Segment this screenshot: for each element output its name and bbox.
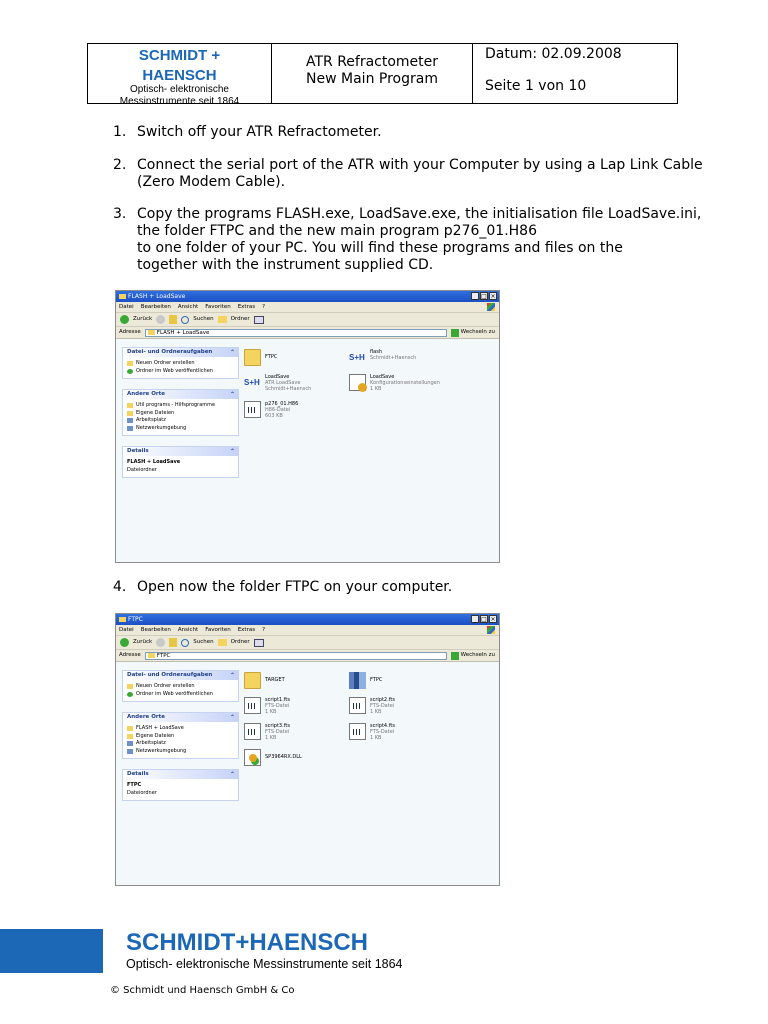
- collapse-icon[interactable]: ⌃: [229, 391, 235, 398]
- details-box: [122, 769, 239, 801]
- step-line: (Zero Modem Cable).: [137, 174, 286, 190]
- place-label: FLASH + LoadSave: [136, 725, 184, 731]
- maximize-button[interactable]: □: [481, 293, 487, 300]
- menu-favoriten[interactable]: Favoriten: [205, 304, 231, 310]
- tasks-title: Datei- und Ordneraufgaben: [127, 672, 213, 678]
- up-folder-icon[interactable]: [169, 638, 177, 647]
- place-item[interactable]: [127, 748, 234, 756]
- place-label: Util programs - Hilfsprogramme: [136, 402, 216, 408]
- menu-help[interactable]: ?: [262, 627, 265, 633]
- menu-datei[interactable]: Datei: [119, 627, 134, 633]
- go-arrow-icon: [451, 652, 459, 660]
- place-item[interactable]: [127, 725, 234, 733]
- sh-logo-icon: S+H: [244, 378, 260, 387]
- header-brand-line2: HAENSCH: [142, 67, 217, 84]
- collapse-icon[interactable]: ⌃: [229, 672, 235, 679]
- folder-icon: [119, 617, 126, 622]
- place-label: Netzwerkumgebung: [136, 747, 187, 754]
- address-bar: [116, 650, 499, 662]
- task-label: Ordner im Web veröffentlichen: [136, 367, 213, 374]
- step-number: 3.: [113, 206, 127, 222]
- place-item[interactable]: [127, 417, 234, 425]
- footer-color-bar: [0, 929, 103, 973]
- window-title: FLASH + LoadSave: [128, 293, 186, 300]
- place-item[interactable]: [127, 402, 234, 410]
- file-type: FTS-Datei: [265, 729, 290, 735]
- place-label: Netzwerkumgebung: [136, 424, 187, 431]
- file-size: 1 KB: [370, 735, 382, 741]
- footer-brand: SCHMIDT+HAENSCH: [126, 929, 369, 956]
- menu-ansicht[interactable]: Ansicht: [177, 627, 199, 633]
- place-item[interactable]: [127, 410, 234, 418]
- menu-ansicht[interactable]: Ansicht: [177, 304, 199, 310]
- close-button[interactable]: ×: [490, 293, 496, 300]
- file-size: 1 KB: [370, 386, 382, 392]
- step-line: Copy the programs FLASH.exe, LoadSave.exe, the initialisation file LoadSave.ini,: [137, 206, 702, 222]
- address-value: FLASH + LoadSave: [156, 329, 210, 336]
- place-item[interactable]: [127, 733, 234, 741]
- file-size: Schmidt+Haensch: [265, 386, 312, 392]
- file-name: SP3964RX.DLL: [265, 754, 302, 760]
- header-brand-line1: SCHMIDT +: [138, 47, 221, 64]
- folder-icon: [119, 294, 126, 299]
- place-item[interactable]: [127, 425, 234, 433]
- folder-icon: [148, 653, 155, 658]
- header-meta-cell: [473, 44, 677, 103]
- task-item[interactable]: [127, 368, 234, 376]
- new-folder-icon: [127, 684, 133, 689]
- file-item[interactable]: [349, 349, 454, 373]
- forward-icon[interactable]: [156, 638, 165, 647]
- place-item[interactable]: [127, 740, 234, 748]
- place-label: Arbeitsplatz: [136, 740, 166, 746]
- window-title: FTPC: [128, 616, 143, 623]
- task-pane: [122, 670, 239, 811]
- step-number: 1.: [113, 124, 127, 140]
- step-number: 2.: [113, 157, 127, 173]
- places-header[interactable]: [123, 713, 238, 722]
- tasks-title: Datei- und Ordneraufgaben: [127, 349, 213, 355]
- step-text: [137, 157, 703, 191]
- header-logo-cell: [88, 44, 272, 107]
- menu-bar: [116, 625, 499, 636]
- window-titlebar[interactable]: [116, 291, 499, 302]
- step-line: the folder FTPC and the new main program p276_01.H86: [137, 223, 537, 239]
- views-icon[interactable]: [254, 639, 264, 647]
- header-title-line2: New Main Program: [306, 71, 438, 87]
- task-item[interactable]: [127, 683, 234, 691]
- task-label: Neuen Ordner erstellen: [136, 683, 195, 689]
- step-line: to one folder of your PC. You will find these programs and files on the: [137, 240, 623, 256]
- menu-favoriten[interactable]: Favoriten: [205, 627, 231, 633]
- back-button-label[interactable]: Zurück: [133, 639, 153, 645]
- details-title: Details: [127, 448, 149, 454]
- file-item[interactable]: [244, 374, 349, 398]
- details-header[interactable]: [123, 770, 238, 779]
- details-name: FLASH + LoadSave: [127, 459, 181, 465]
- h86-file-icon: [244, 401, 261, 418]
- menu-extras[interactable]: Extras: [237, 304, 256, 310]
- footer-tagline: Optisch- elektronische Messinstrumente seit 1864: [126, 957, 403, 971]
- folder-icon: [127, 734, 133, 739]
- file-item[interactable]: [244, 401, 349, 425]
- tasks-header[interactable]: [123, 671, 238, 680]
- config-file-icon: [349, 374, 366, 391]
- network-icon: [127, 749, 133, 754]
- address-input[interactable]: [145, 652, 447, 660]
- file-item[interactable]: [244, 672, 349, 696]
- details-type: Dateiordner: [127, 466, 157, 473]
- file-list: [244, 347, 495, 562]
- file-type: FTS-Datei: [370, 729, 395, 735]
- ftpc-app-icon: [349, 672, 366, 689]
- file-size: 1 KB: [265, 735, 277, 741]
- back-button-label[interactable]: Zurück: [133, 316, 153, 322]
- menu-extras[interactable]: Extras: [237, 627, 256, 633]
- menu-datei[interactable]: Datei: [119, 304, 134, 310]
- file-name: script3.fts: [265, 723, 290, 729]
- address-input[interactable]: [145, 329, 447, 337]
- header-title-line1: ATR Refractometer: [305, 54, 439, 70]
- toolbar: [116, 636, 499, 650]
- file-type: FTS-Datei: [370, 703, 395, 709]
- explorer-window-ftpc: [115, 613, 500, 886]
- details-type: Dateiordner: [127, 789, 157, 796]
- folders-icon[interactable]: [218, 639, 227, 646]
- file-name: script1.fts: [265, 697, 290, 703]
- file-type: Schmidt+Haensch: [370, 355, 417, 361]
- file-type: ATR LoadSave: [265, 380, 301, 386]
- close-button[interactable]: ×: [490, 616, 496, 623]
- tasks-box: [122, 347, 239, 379]
- folder-icon: [244, 349, 261, 366]
- network-icon: [127, 426, 133, 431]
- footer-copyright: © Schmidt und Haensch GmbH & Co: [110, 985, 295, 996]
- file-name: script4.fts: [370, 723, 395, 729]
- collapse-icon[interactable]: ⌃: [229, 448, 235, 455]
- file-type: Konfigurationseinstellungen: [370, 380, 440, 386]
- folder-icon: [127, 726, 133, 731]
- folders-button-label[interactable]: Ordner: [230, 316, 250, 322]
- folder-icon: [148, 330, 155, 335]
- file-name: p276_01.H86: [265, 401, 299, 407]
- folder-icon: [127, 411, 133, 416]
- back-icon[interactable]: [120, 315, 129, 324]
- file-item[interactable]: [349, 723, 454, 747]
- web-publish-icon: [127, 369, 133, 374]
- step-line: Switch off your ATR Refractometer.: [137, 124, 382, 140]
- tasks-box: [122, 670, 239, 702]
- tasks-header[interactable]: [123, 348, 238, 357]
- task-item[interactable]: [127, 360, 234, 368]
- computer-icon: [127, 741, 133, 746]
- file-name: flash: [370, 349, 382, 355]
- file-name: LoadSave: [265, 374, 290, 380]
- collapse-icon[interactable]: ⌃: [229, 771, 235, 778]
- file-list: [244, 670, 495, 885]
- collapse-icon[interactable]: ⌃: [229, 349, 235, 356]
- menu-bearbeiten[interactable]: Bearbeiten: [140, 627, 171, 633]
- collapse-icon[interactable]: ⌃: [229, 714, 235, 721]
- task-label: Ordner im Web veröffentlichen: [136, 690, 213, 697]
- places-box: [122, 712, 239, 759]
- window-titlebar[interactable]: [116, 614, 499, 625]
- file-type: FTS-Datei: [265, 703, 290, 709]
- step-text: [137, 206, 702, 274]
- fts-file-icon: [349, 697, 366, 714]
- search-icon[interactable]: [181, 316, 189, 324]
- explorer-content: [116, 339, 499, 562]
- up-folder-icon[interactable]: [169, 315, 177, 324]
- details-header[interactable]: [123, 447, 238, 456]
- maximize-button[interactable]: □: [481, 616, 487, 623]
- step-line: Connect the serial port of the ATR with your Computer by using a Lap Link Cable: [137, 157, 703, 173]
- fts-file-icon: [349, 723, 366, 740]
- address-label: Adresse: [119, 329, 141, 335]
- views-icon[interactable]: [254, 316, 264, 324]
- place-label: Eigene Dateien: [136, 732, 175, 739]
- toolbar: [116, 313, 499, 327]
- details-box: [122, 446, 239, 478]
- step-text: [137, 579, 697, 596]
- header-page: Seite 1 von 10: [485, 78, 587, 94]
- file-item[interactable]: [349, 672, 454, 696]
- file-item[interactable]: [244, 349, 349, 373]
- file-item[interactable]: [244, 697, 349, 721]
- places-title: Andere Orte: [127, 391, 165, 397]
- explorer-window-flash-loadsave: [115, 290, 500, 563]
- task-label: Neuen Ordner erstellen: [136, 360, 195, 366]
- file-name: FTPC: [370, 677, 383, 683]
- new-folder-icon: [127, 361, 133, 366]
- header-tagline-line2: Messinstrumente seit 1864: [119, 96, 240, 107]
- search-icon[interactable]: [181, 639, 189, 647]
- address-value: FTPC: [156, 652, 171, 659]
- file-name: script2.fts: [370, 697, 395, 703]
- header-date: Datum: 02.09.2008: [485, 46, 622, 62]
- step-line: together with the instrument supplied CD.: [137, 257, 434, 273]
- file-item[interactable]: [244, 723, 349, 747]
- menu-bar: [116, 302, 499, 313]
- details-name: FTPC: [127, 782, 142, 788]
- folder-icon: [127, 403, 133, 408]
- sh-logo-icon: S+H: [349, 353, 365, 362]
- step-number: 4.: [113, 579, 127, 595]
- file-item[interactable]: [349, 374, 454, 398]
- file-item[interactable]: [244, 749, 349, 773]
- menu-bearbeiten[interactable]: Bearbeiten: [140, 304, 171, 310]
- task-pane: [122, 347, 239, 488]
- file-name: FTPC: [265, 354, 278, 360]
- address-label: Adresse: [119, 652, 141, 658]
- file-name: LoadSave: [370, 374, 395, 380]
- places-box: [122, 389, 239, 436]
- go-button[interactable]: [451, 327, 495, 338]
- computer-icon: [127, 418, 133, 423]
- folders-icon[interactable]: [218, 316, 227, 323]
- file-size: 1 KB: [265, 709, 277, 715]
- fts-file-icon: [244, 697, 261, 714]
- details-title: Details: [127, 771, 149, 777]
- step-text: [137, 124, 697, 141]
- place-label: Eigene Dateien: [136, 409, 175, 416]
- place-label: Arbeitsplatz: [136, 417, 166, 423]
- web-publish-icon: [127, 692, 133, 697]
- search-button-label[interactable]: Suchen: [193, 639, 214, 645]
- go-button[interactable]: [451, 650, 495, 661]
- minimize-button[interactable]: _: [471, 615, 479, 623]
- task-item[interactable]: [127, 691, 234, 699]
- header-title-cell: [272, 44, 473, 103]
- places-title: Andere Orte: [127, 714, 165, 720]
- windows-logo-icon: [487, 626, 495, 634]
- minimize-button[interactable]: _: [471, 292, 479, 300]
- file-type: H86-Datei: [265, 407, 291, 413]
- fts-file-icon: [244, 723, 261, 740]
- go-arrow-icon: [451, 329, 459, 337]
- menu-help[interactable]: ?: [262, 304, 265, 310]
- explorer-content: [116, 662, 499, 885]
- go-label: Wechseln zu: [460, 652, 495, 658]
- places-header[interactable]: [123, 390, 238, 399]
- file-name: TARGET: [265, 677, 285, 683]
- folder-icon: [244, 672, 261, 689]
- folders-button-label[interactable]: Ordner: [230, 639, 250, 645]
- file-size: 1 KB: [370, 709, 382, 715]
- windows-logo-icon: [487, 303, 495, 311]
- step-line: Open now the folder FTPC on your computer.: [137, 579, 453, 595]
- forward-icon[interactable]: [156, 315, 165, 324]
- file-item[interactable]: [349, 697, 454, 721]
- back-icon[interactable]: [120, 638, 129, 647]
- search-button-label[interactable]: Suchen: [193, 316, 214, 322]
- document-header: [87, 43, 678, 107]
- go-label: Wechseln zu: [460, 329, 495, 335]
- file-size: 603 KB: [265, 413, 283, 419]
- header-tagline-line1: Optisch- elektronische: [130, 84, 229, 95]
- dll-file-icon: [244, 749, 261, 766]
- address-bar: [116, 327, 499, 339]
